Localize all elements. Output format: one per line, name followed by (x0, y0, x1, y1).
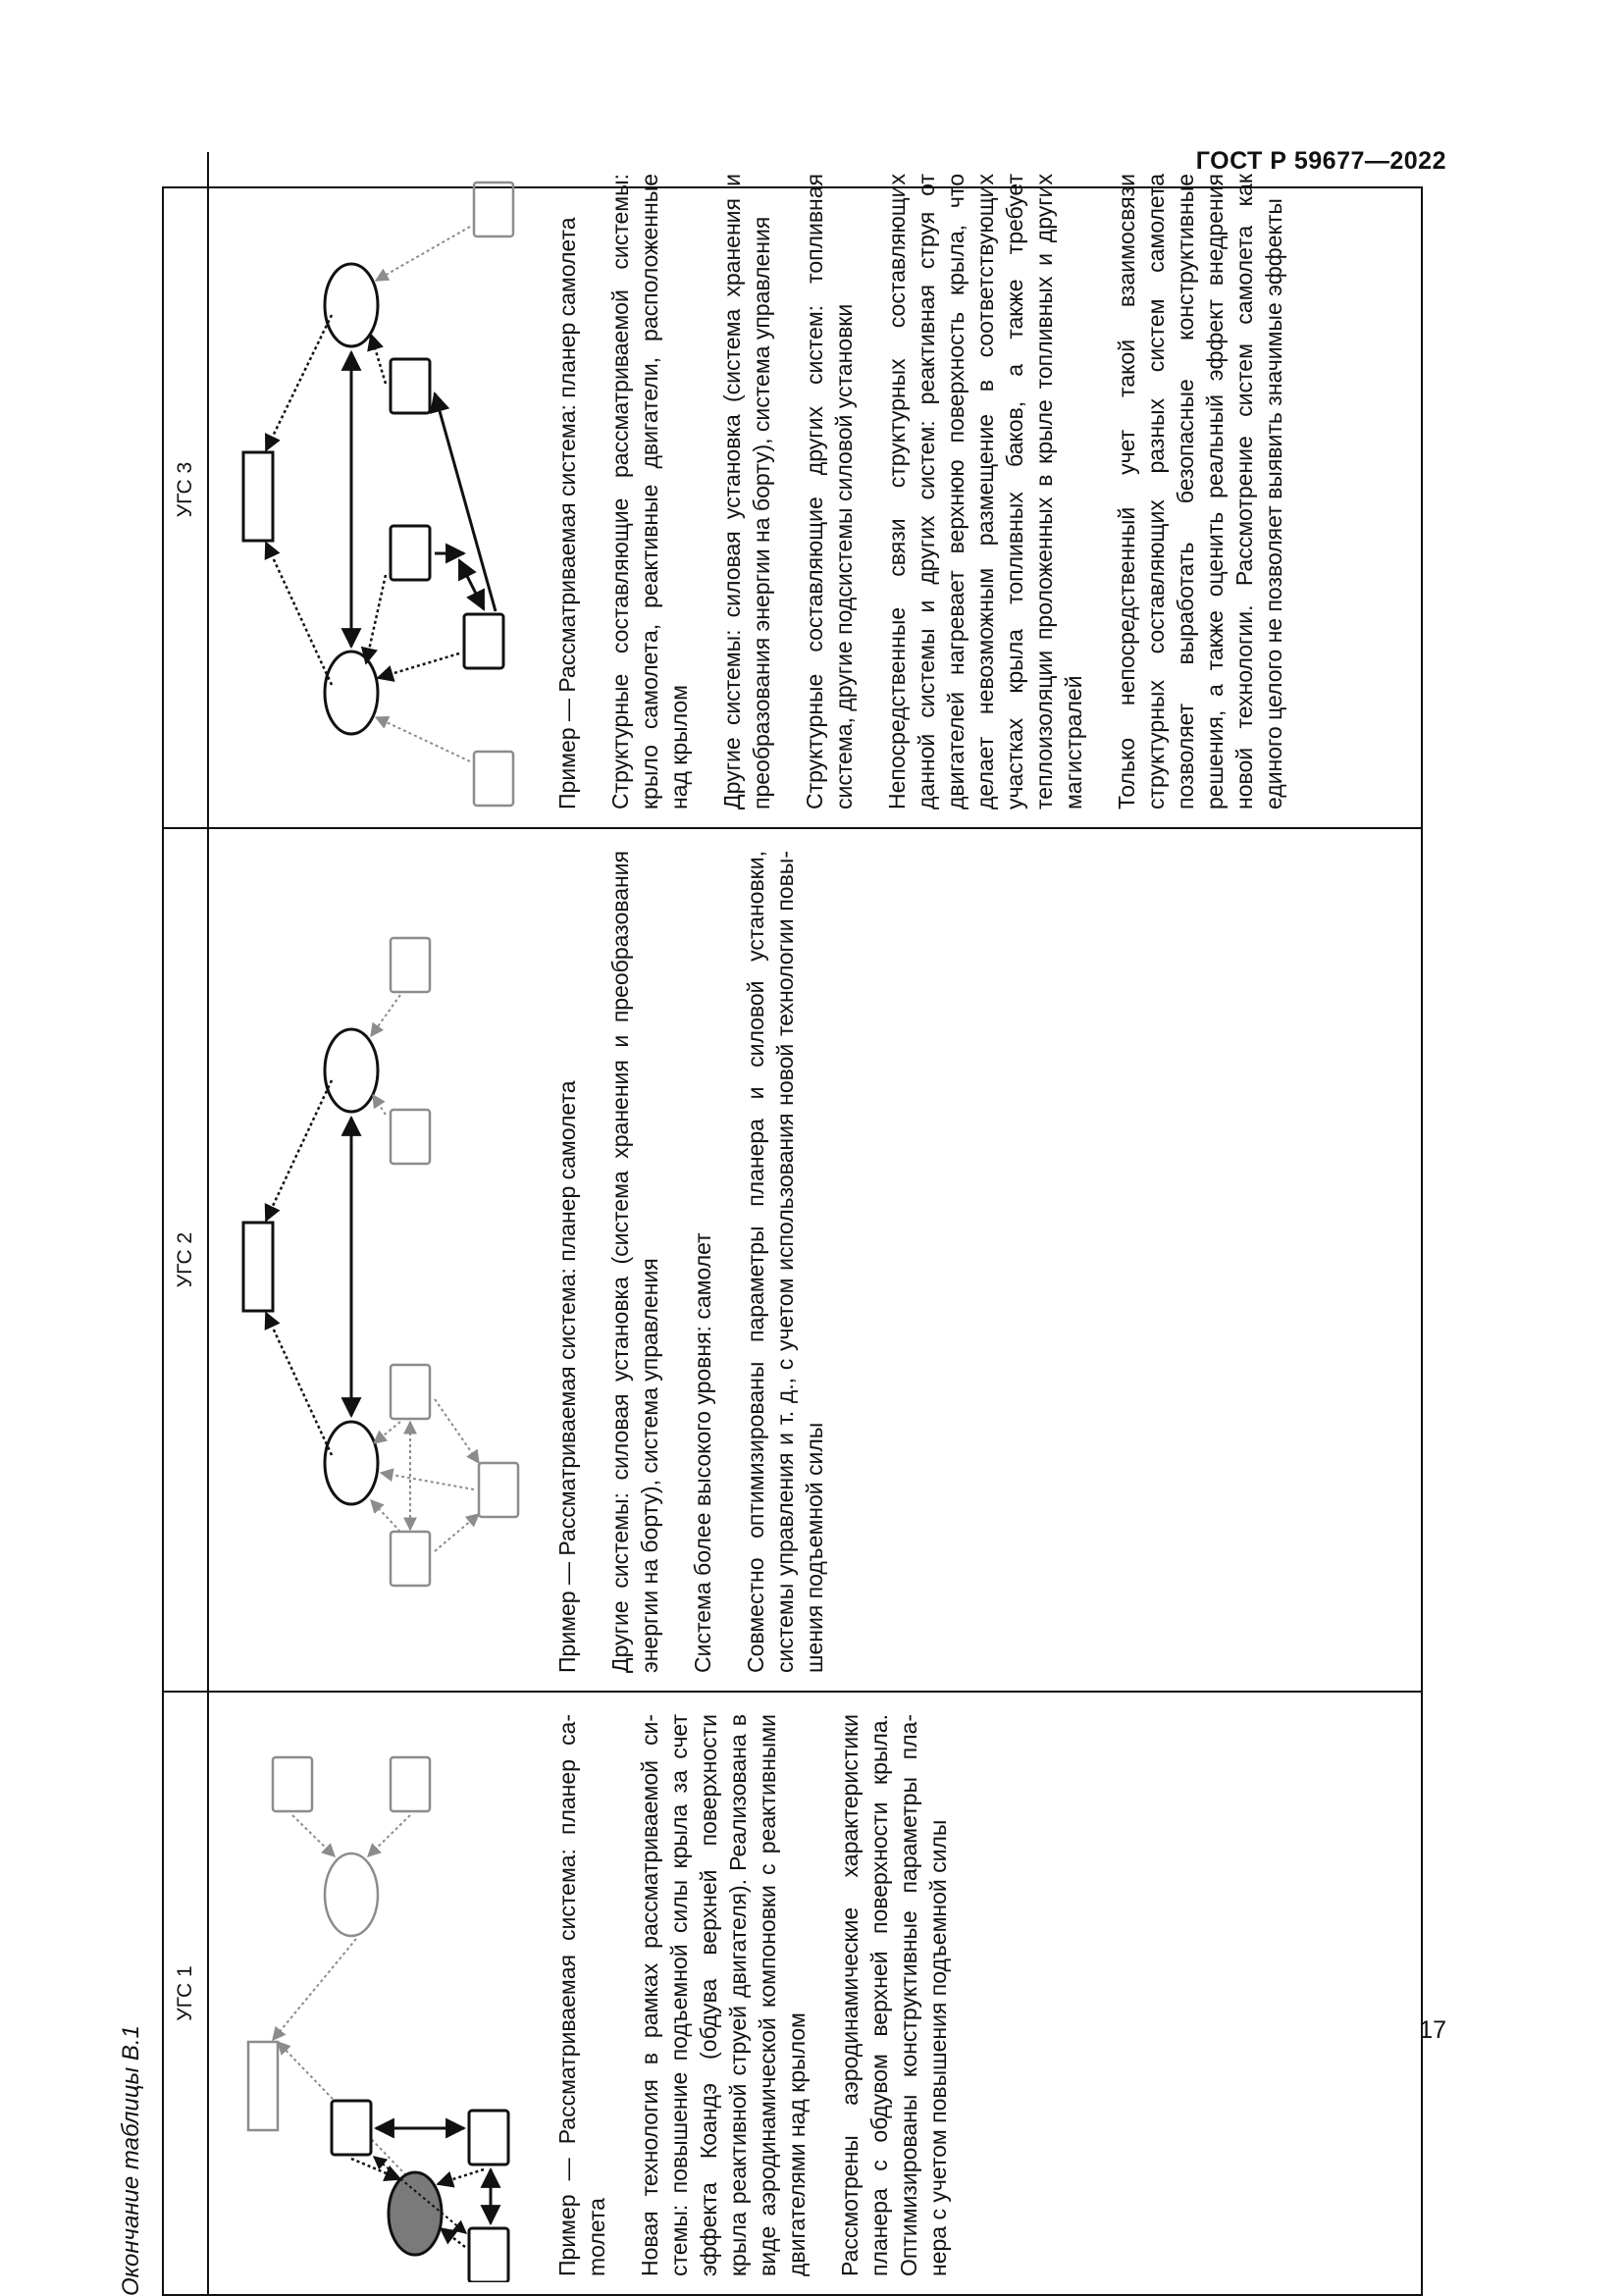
ugs2-paragraph-4: Совместно оптимизированы параметры планера и силовой установки, системы управления и т. д., с учетом использования новой технологии повышения подъемной силы (743, 851, 827, 1673)
page-number: 17 (1419, 2016, 1446, 2044)
column-cell-ugs3 (209, 152, 1421, 827)
ugs3-paragraph-3: Другие системы: силовая установка (система хранения и преобразования энергии на борту), система управления (719, 174, 774, 809)
column-cell-ugs2 (209, 827, 1421, 1691)
diagram-ugs3 (209, 168, 552, 815)
diagram-ugs1 (209, 1708, 552, 2282)
ugs2-paragraph-2: Другие системы: силовая установка (система хранения и преобразования энергии на борту), система управления (607, 851, 662, 1673)
column-heading-ugs1: УГС 1 (164, 1691, 209, 2294)
diagram-ugs2 (209, 845, 552, 1679)
rotated-table-block (118, 174, 1423, 2296)
ugs2-paragraph-1: Пример — Рассматриваемая система: планер самолета (554, 1080, 580, 1673)
ugs2-paragraph-3: Система более высокого уровня: самолет (690, 1232, 715, 1673)
column-heading-ugs2: УГС 2 (164, 827, 209, 1691)
ugs3-paragraph-4: Структурные составляющие других систем: топливная система, другие подсистемы силовой установки (802, 174, 857, 809)
ugs3-paragraph-1: Пример — Рассматриваемая система: планер самолета (554, 217, 580, 809)
ugs1-paragraph-3: Рассмотрены аэродинамические характеристики планера с обдувом верхней поверхности крыла. Оптимизированы конструктивные параметры планера с учетом повышения подъемной силы (837, 1714, 951, 2276)
column-heading-ugs3: УГС 3 (164, 152, 209, 827)
ugs1-paragraph-1: Пример — Рассматриваемая система: планер саmолета (554, 1714, 609, 2276)
ugs1-paragraph-2: Новая технология в рамках рассматриваемой системы: повышение подъемной силы крыла за счет эффекта Коандэ (обдува верхней поверхности крыла реактивной струей двигателя). Реализована в виде аэродинамической компоновки с реактивными двигателями над крылом (637, 1714, 810, 2276)
ugs3-paragraph-5: Непосредственные связи структурных составляющих данной системы и других систем: реактивная струя от двигателей нагревает верхнюю поверхность крыла, что делает невозможным размещение в соответствующих участках крыла топливных баков, а также требует теплоизоляции проложенных в крыле топливных и других магистралей (884, 174, 1086, 809)
table-caption: Окончание таблицы В.1 (118, 2025, 144, 2296)
standard-code: ГОСТ Р 59677—2022 (1195, 147, 1446, 175)
ugs3-paragraph-2: Структурные составляющие рассматриваемой системы: крыло самолета, реактивные двигатели, расположенные над крылом (607, 174, 692, 809)
column-cell-ugs1 (209, 1691, 1421, 2294)
ugs3-paragraph-6: Только непосредственный учет такой взаимосвязи структурных составляющих разных систем самолета позволяет выработать безопасные конструктивные решения, а также оценить реальный эффект внедрения новой технологии. Рассмотрение систем самолета как единого целого не позволяет выявить значимые эффекты (1114, 174, 1286, 809)
comparison-table (162, 174, 1423, 2296)
